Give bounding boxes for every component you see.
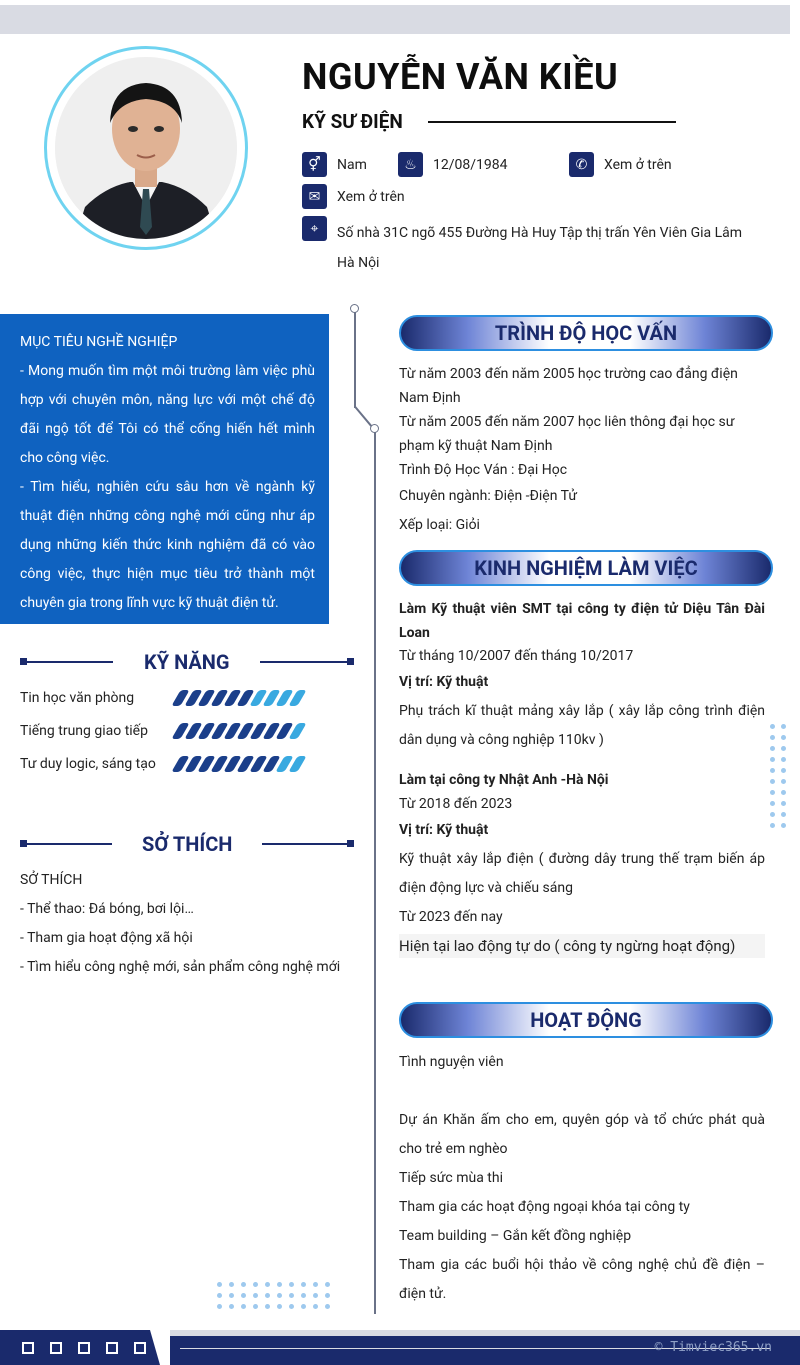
- education-line: Xếp loại: Giỏi: [399, 517, 480, 533]
- education-line: Từ năm 2003 đến năm 2005 học trường cao đẳng điện Nam Định: [399, 366, 738, 406]
- dot-pattern: [770, 724, 786, 828]
- job-position: Vị trí: Kỹ thuật: [399, 822, 489, 838]
- gender-row: [302, 152, 367, 177]
- mail-icon: ✉: [302, 184, 327, 209]
- email-value: Xem ở trên: [337, 188, 405, 205]
- square-icon: [22, 1342, 34, 1354]
- dot-pattern: [217, 1282, 330, 1309]
- gender-icon: ⚥: [302, 152, 327, 177]
- cake-icon: ♨: [398, 152, 423, 177]
- education-line: Từ năm 2005 đến năm 2007 học liên thông đại học sư phạm kỹ thuật Nam Định: [399, 414, 735, 454]
- birthday-row: [398, 152, 508, 177]
- avatar: [55, 57, 237, 239]
- title-divider: [428, 121, 676, 123]
- objective-paragraph: - Tìm hiểu, nghiên cứu sâu hơn về ngành kỹ thuật điện những công nghệ mới cũng như áp dụng những kiến thức kinh nghiệm đã có vào công việc, thực hiện mục tiêu trở thành một chuyên gia trong lĩnh vực kỹ thuật điện tử.: [20, 479, 315, 611]
- job-position: Vị trí: Kỹ thuật: [399, 674, 489, 690]
- activity-item: Tiếp sức mùa thi: [399, 1170, 503, 1186]
- footer-band: [0, 1330, 800, 1365]
- phone-value: Xem ở trên: [604, 156, 672, 173]
- activities-heading: HOẠT ĐỘNG: [399, 1002, 773, 1038]
- square-icon: [50, 1342, 62, 1354]
- job-period: Từ 2023 đến nay: [399, 909, 503, 925]
- activity-list: [399, 1106, 765, 1309]
- skills-heading: KỸ NĂNG: [20, 650, 355, 674]
- divider-line: [374, 432, 376, 1314]
- location-icon: ⌖: [302, 216, 327, 241]
- skill-level-bar: [176, 756, 302, 772]
- activity-item: Team building – Gắn kết đồng nghiệp: [399, 1228, 632, 1244]
- job-period: Từ 2018 đến 2023: [399, 796, 513, 812]
- email-row: [302, 184, 405, 209]
- activity-item: Tham gia các hoạt động ngoại khóa tại công ty: [399, 1199, 690, 1215]
- career-objective: [0, 314, 329, 624]
- job-title: KỸ SƯ ĐIỆN: [302, 110, 403, 133]
- job-description: Hiện tại lao động tự do ( công ty ngừng hoạt động): [399, 934, 765, 958]
- skill-label: Tư duy logic, sáng tạo: [20, 756, 156, 772]
- education-line: Chuyên ngành: Điện -Điện Tử: [399, 488, 578, 504]
- objective-heading: MỤC TIÊU NGHỀ NGHIỆP: [20, 334, 178, 350]
- address-value: Số nhà 31C ngõ 455 Đường Hà Huy Tập thị trấn Yên Viên Gia Lâm Hà Nội: [337, 225, 743, 271]
- watermark: © Timviec365.vn: [654, 1340, 772, 1355]
- education-list: [399, 362, 765, 537]
- skill-label: Tin học văn phòng: [20, 690, 135, 706]
- avatar-ring: [44, 46, 248, 250]
- gender-value: Nam: [337, 156, 367, 173]
- candidate-name: NGUYỄN VĂN KIỀU: [302, 56, 619, 98]
- job-company: Làm tại công ty Nhật Anh -Hà Nội: [399, 772, 609, 788]
- job-description: Phụ trách kĩ thuật mảng xây lắp ( xây lắp công trình điện dân dụng và công nghiệp 110kv ): [399, 703, 765, 748]
- job-period: Từ tháng 10/2007 đến tháng 10/2017: [399, 648, 634, 664]
- phone-icon: ✆: [569, 152, 594, 177]
- skill-level-bar: [176, 723, 302, 739]
- skill-label: Tiếng trung giao tiếp: [20, 723, 148, 739]
- hobbies-heading: SỞ THÍCH: [20, 832, 355, 856]
- hobby-item: - Thể thao: Đá bóng, bơi lội…: [20, 901, 194, 917]
- job-company: Làm Kỹ thuật viên SMT tại công ty điện tử Diệu Tân Đài Loan: [399, 601, 765, 641]
- activity-item: Tham gia các buổi hội thảo về công nghệ chủ đề điện – điện tử.: [399, 1257, 765, 1302]
- activity-item: Dự án Khăn ấm cho em, quyên góp và tổ chức phát quà cho trẻ em nghèo: [399, 1112, 765, 1157]
- hobbies-subheading: SỞ THÍCH: [20, 872, 83, 888]
- birthday-value: 12/08/1984: [433, 156, 508, 173]
- education-line: Trình Độ Học Ván : Đại Học: [399, 462, 568, 478]
- top-band: [0, 5, 790, 34]
- square-icon: [106, 1342, 118, 1354]
- hobby-item: - Tham gia hoạt động xã hội: [20, 930, 193, 946]
- square-icon: [134, 1342, 146, 1354]
- experience-heading: KINH NGHIỆM LÀM VIỆC: [399, 550, 773, 586]
- hobby-item: - Tìm hiểu công nghệ mới, sản phẩm công nghệ mới: [20, 959, 341, 975]
- divider-line: [354, 312, 356, 408]
- square-icon: [78, 1342, 90, 1354]
- activity-item: Tình nguyện viên: [399, 1054, 504, 1070]
- phone-row: [569, 152, 672, 177]
- job-description: Kỹ thuật xây lắp điện ( đường dây trung thế trạm biến áp điện động lực và chiếu sáng: [399, 851, 765, 896]
- education-heading: TRÌNH ĐỘ HỌC VẤN: [399, 315, 773, 351]
- skill-level-bar: [176, 690, 302, 706]
- objective-paragraph: - Mong muốn tìm một môi trường làm việc phù hợp với chuyên môn, năng lực với một chế độ đãi ngộ tốt để Tôi có thể cống hiến hết mình cho công việc.: [20, 363, 315, 466]
- location-row: [302, 216, 337, 241]
